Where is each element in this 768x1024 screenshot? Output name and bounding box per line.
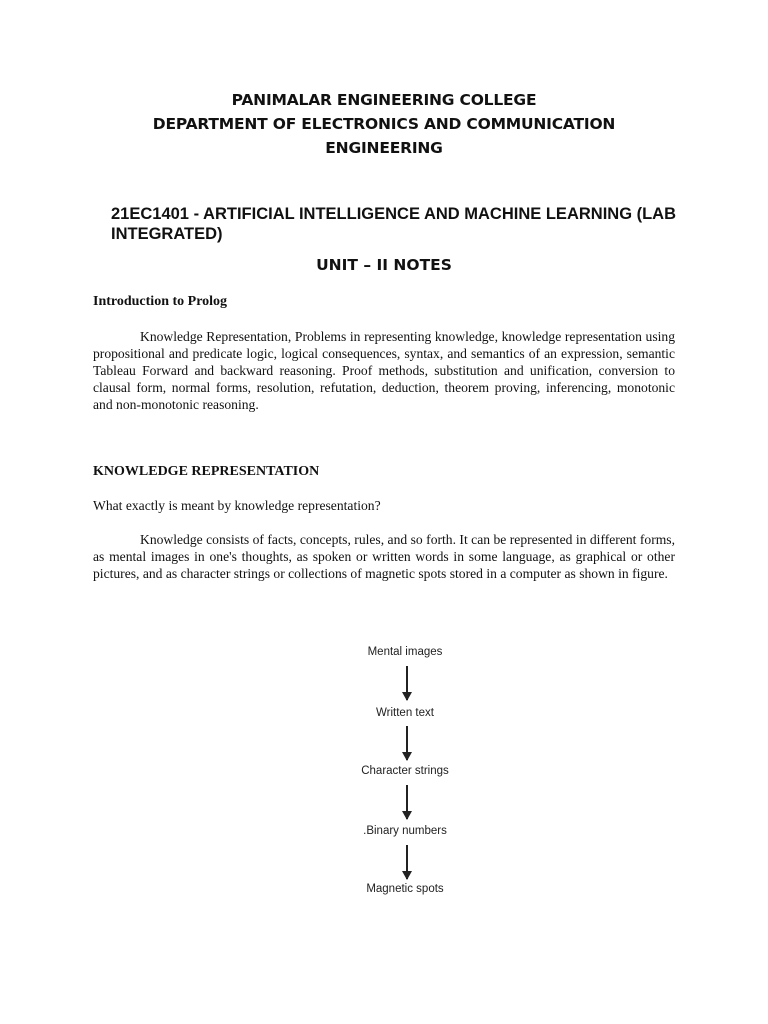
college-name: PANIMALAR ENGINEERING COLLEGE [231, 91, 537, 109]
figure-step-binary-numbers: .Binary numbers [363, 825, 447, 837]
knowledge-question: What exactly is meant by knowledge representation? [93, 498, 381, 513]
figure-step-magnetic-spots: Magnetic spots [366, 883, 444, 895]
down-arrow-icon [406, 845, 408, 879]
intro-paragraph: Knowledge Representation, Problems in representing knowledge, knowledge representation using propositional and predicate logic, logical consequences, syntax, and semantics of an expression, semantic Tableau Forward and backward reasoning. Proof methods, substitution and unification, conversion to clausal form, normal forms, resolution, refutation, deduction, theorem proving, inferencing, monotonic and non-monotonic reasoning. [93, 329, 675, 412]
down-arrow-icon [406, 726, 408, 760]
figure-step-written-text: Written text [376, 707, 434, 719]
department-name-cont: ENGINEERING [325, 139, 443, 157]
figure-step-mental-images: Mental images [367, 646, 443, 658]
figure-step-character-strings: Character strings [361, 765, 449, 777]
down-arrow-icon [406, 666, 408, 700]
course-title: 21EC1401 - ARTIFICIAL INTELLIGENCE AND MACHINE LEARNING (LAB INTEGRATED) [111, 205, 677, 243]
knowledge-paragraph: Knowledge consists of facts, concepts, rules, and so forth. It can be represented in different forms, as mental images in one's thoughts, as spoken or written words in some language, as graphical or other pictures, and as character strings or collections of magnetic spots stored in a computer as shown in figure. [93, 532, 675, 581]
down-arrow-icon [406, 785, 408, 819]
department-name: DEPARTMENT OF ELECTRONICS AND COMMUNICATION [152, 115, 616, 133]
unit-title: UNIT – II NOTES [316, 256, 452, 274]
knowledge-heading: KNOWLEDGE REPRESENTATION [93, 464, 320, 479]
intro-heading: Introduction to Prolog [93, 294, 228, 309]
